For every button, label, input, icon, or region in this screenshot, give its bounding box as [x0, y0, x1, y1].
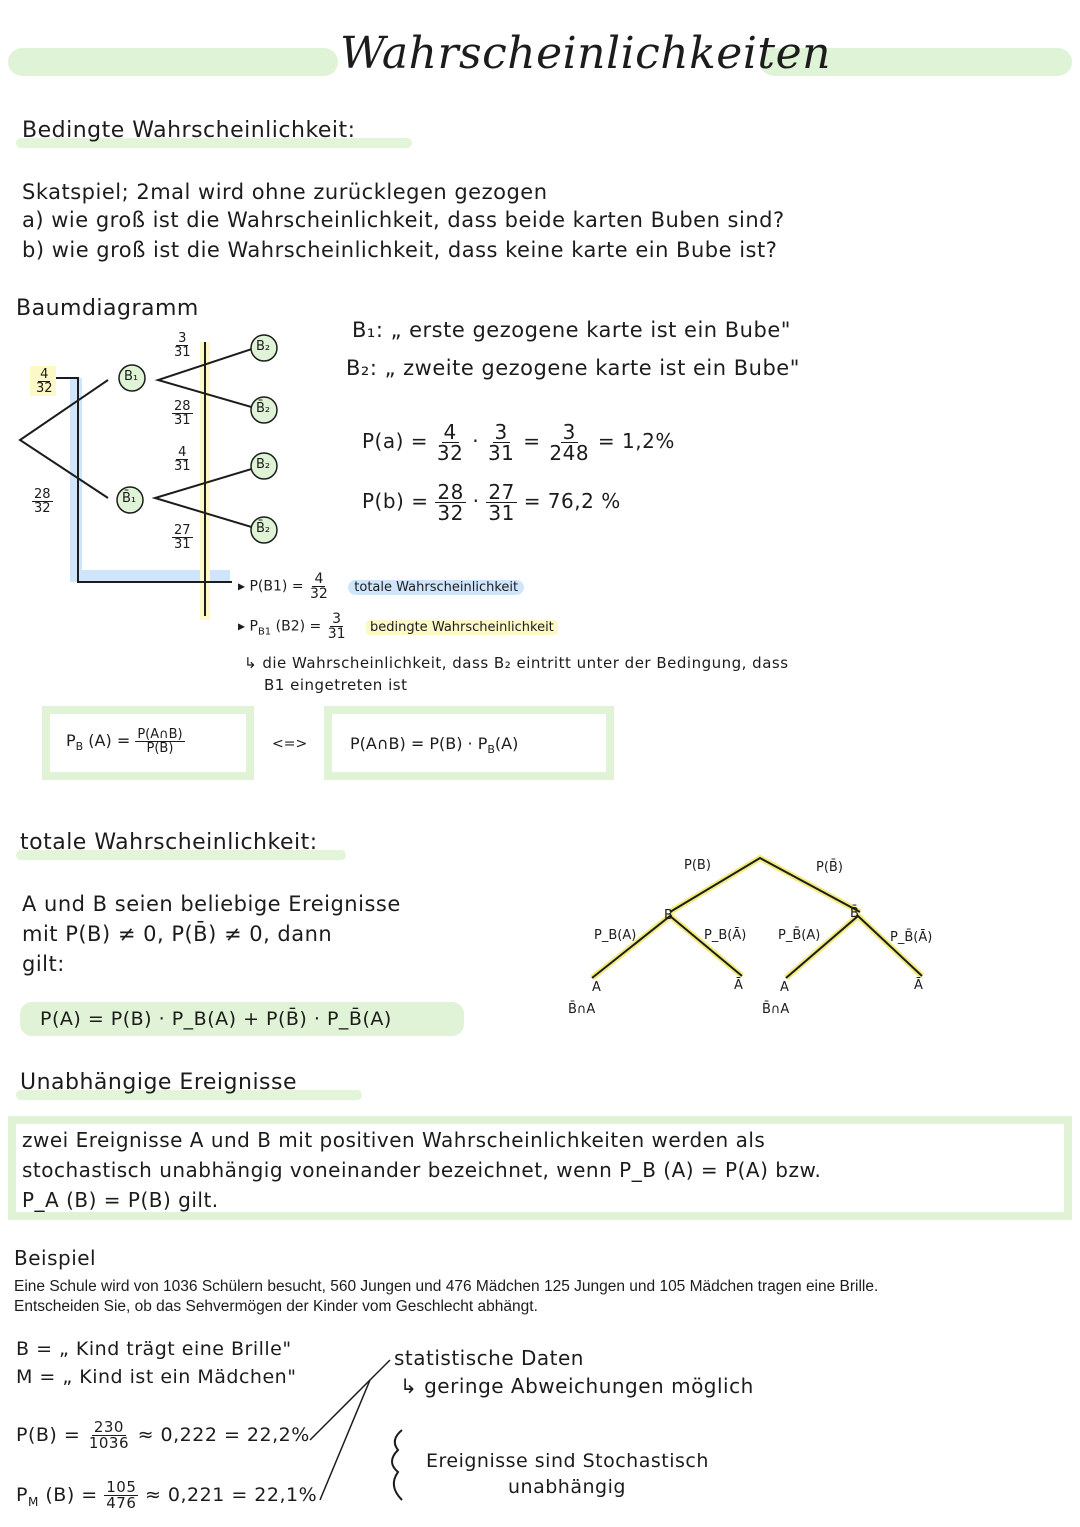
- tree-node-b2-bar: B̄₂: [256, 521, 271, 536]
- formula-left: $P_B$ (A) = $\frac{P(A\cap B)}{P(B)}$: [66, 727, 183, 756]
- example-def-b: B = „ Kind trägt eine Brille": [16, 1338, 292, 1360]
- section-heading-bedingte: Bedingte Wahrscheinlichkeit:: [22, 118, 356, 143]
- pb1b2-line: ▸ $P_{B1}$ (B2) = $\frac{3}{31}$ bedingte Wahrscheinlichkeit: [238, 612, 558, 641]
- tag-conditional: bedingte Wahrscheinlichkeit: [366, 620, 558, 635]
- tree-node-b1: B₁: [124, 369, 139, 384]
- prob-b-b: $\frac{3}{31}$: [174, 331, 191, 360]
- independence-line-3: P_A (B) = P(B) gilt.: [22, 1188, 219, 1212]
- tree2-node-left: B: [664, 908, 673, 923]
- tree2-label-lr: P_B(Ā): [704, 928, 747, 943]
- tree-node-b2: B₂: [256, 457, 271, 472]
- tag-total: totale Wahrscheinlichkeit: [348, 580, 524, 595]
- example-heading: Beispiel: [14, 1246, 97, 1270]
- prob-notb-b: $\frac{4}{31}$: [174, 445, 191, 474]
- tree2-top-right: P(B̄): [816, 860, 843, 875]
- tree2-leaf-3: A: [780, 980, 789, 995]
- tree2-leaf-4: Ā: [914, 978, 923, 993]
- explain-line-1: ↳ die Wahrscheinlichkeit, dass B₂ eintritt unter der Bedingung, dass: [244, 654, 789, 672]
- tree2-node-right: B̄: [850, 906, 859, 921]
- tree2-leaf-2: Ā: [734, 978, 743, 993]
- def-b1: B₁: „ erste gezogene karte ist ein Bube": [352, 318, 791, 342]
- example-def-m: M = „ Kind ist ein Mädchen": [16, 1366, 297, 1388]
- formula-right: P(A∩B) = $P(B) \cdot P_B(A)$: [350, 734, 519, 757]
- tree-node-b2: B₂: [256, 339, 271, 354]
- prob-first-b: $\frac{4}{32}$: [36, 367, 53, 396]
- tree2-leaf-1: A: [592, 980, 601, 995]
- question-b: b) wie groß ist die Wahrscheinlichkeit, dass keine karte ein Bube ist?: [22, 238, 778, 262]
- total-line-1: A und B seien beliebige Ereignisse: [22, 892, 401, 916]
- total-line-2: mit P(B) ≠ 0, P(B̄) ≠ 0, dann: [22, 922, 333, 946]
- question-a: a) wie groß ist die Wahrscheinlichkeit, dass beide karten Buben sind?: [22, 208, 785, 232]
- section-heading-totale: totale Wahrscheinlichkeit:: [20, 830, 318, 855]
- example-text-2: Entscheiden Sie, ob das Sehvermögen der Kinder vom Geschlecht abhängt.: [14, 1298, 538, 1315]
- prob-notb-notb: $\frac{27}{31}$: [174, 523, 191, 552]
- tree2-intersection-1: B̄∩A: [568, 1002, 596, 1017]
- tree2-intersection-2: B̄∩A: [762, 1002, 790, 1017]
- intro-text: Skatspiel; 2mal wird ohne zurücklegen gezogen: [22, 180, 548, 204]
- tree2-label-rr: P_B̄(Ā): [890, 930, 933, 945]
- example-conclusion-2: unabhängig: [508, 1476, 626, 1498]
- total-line-3: gilt:: [22, 952, 65, 976]
- tree-node-b2-bar: B̄₂: [256, 401, 271, 416]
- prob-b-notb: $\frac{28}{31}$: [174, 399, 191, 428]
- example-note-2: ↳ geringe Abweichungen möglich: [400, 1374, 754, 1398]
- tree-heading: Baumdiagramm: [16, 296, 199, 321]
- formula-equiv: <=>: [272, 736, 308, 752]
- total-formula: P(A) = P(B) · P_B(A) + P(B̄) · P_B̄(A): [40, 1008, 392, 1030]
- example-conclusion-1: Ereignisse sind Stochastisch: [426, 1450, 709, 1472]
- explain-line-2: B1 eingetreten ist: [264, 676, 408, 694]
- tree2-label-ll: P_B(A): [594, 928, 637, 943]
- tree-node-b1-bar: B̄₁: [122, 491, 137, 506]
- calc-b: P(b) = $\frac{28}{32}$ · $\frac{27}{31}$ = 76,2 %: [362, 480, 621, 525]
- independence-line-1: zwei Ereignisse A und B mit positiven Wahrscheinlichkeiten werden als: [22, 1128, 766, 1152]
- example-pb: P(B) = $\frac{230}{1036}$ ≈ 0,222 = 22,2%: [16, 1418, 310, 1452]
- pb1-line: ▸ P(B1) = $\frac{4}{32}$ totale Wahrscheinlichkeit: [238, 572, 524, 601]
- example-connector: [290, 1350, 410, 1510]
- independence-line-2: stochastisch unabhängig voneinander bezeichnet, wenn P_B (A) = P(A) bzw.: [22, 1158, 822, 1182]
- page-title: Wahrscheinlichkeiten: [340, 28, 831, 79]
- prob-first-notb: $\frac{28}{32}$: [34, 487, 51, 516]
- section-heading-unabhaengig: Unabhängige Ereignisse: [20, 1070, 298, 1095]
- tree2-top-left: P(B): [684, 858, 711, 873]
- example-pm: $P_M$ (B) = $\frac{105}{476}$ ≈ 0,221 = 22,1%: [16, 1478, 318, 1512]
- tree2-label-rl: P_B̄(A): [778, 928, 821, 943]
- title-bar-left: [8, 48, 338, 76]
- example-note-1: statistische Daten: [394, 1346, 584, 1370]
- example-text-1: Eine Schule wird von 1036 Schülern besucht, 560 Jungen und 476 Mädchen 125 Jungen und 105 Mädchen tragen eine Brille.: [14, 1278, 879, 1295]
- calc-a: P(a) = $\frac{4}{32}$ · $\frac{3}{31}$ = $\frac{3}{248}$ = 1,2%: [362, 420, 675, 465]
- def-b2: B₂: „ zweite gezogene karte ist ein Bube": [346, 356, 800, 380]
